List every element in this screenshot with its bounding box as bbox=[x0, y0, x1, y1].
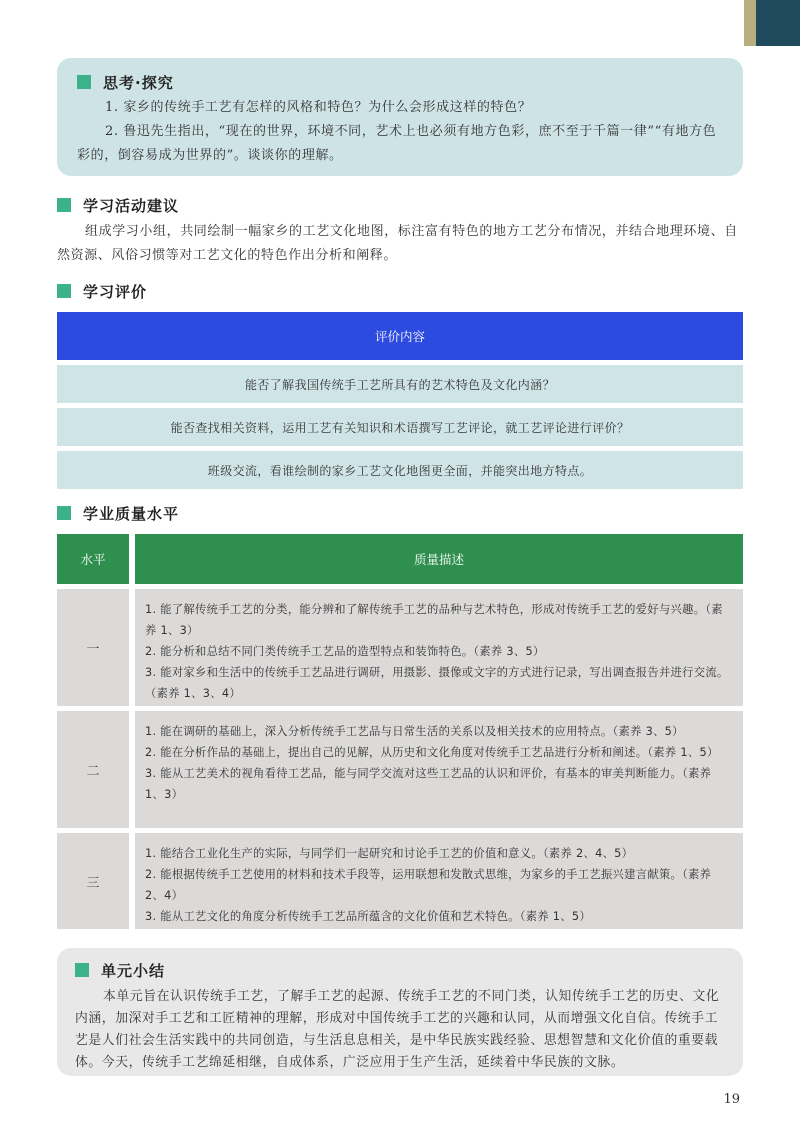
quality-title: 学业质量水平 bbox=[83, 504, 180, 523]
section-marker-icon bbox=[77, 75, 91, 89]
quality-row bbox=[57, 711, 743, 828]
page-number: 19 bbox=[723, 1092, 740, 1107]
quality-item: 3. 能从工艺文化的角度分析传统手工艺品所蕴含的文化价值和艺术特色。（素养 1、5） bbox=[145, 910, 591, 923]
quality-item: 3. 能对家乡和生活中的传统手工艺品进行调研，用摄影、摄像或文字的方式进行记录，写出调查报告并进行交流。（素养 1、3、4） bbox=[145, 666, 729, 700]
quality-item: 1. 能了解传统手工艺的分类，能分辨和了解传统手工艺的品种与艺术特色，形成对传统手工艺的爱好与兴趣。（素养 1、3） bbox=[145, 603, 723, 637]
evaluation-table bbox=[57, 312, 743, 489]
summary-text: 本单元旨在认识传统手工艺，了解手工艺的起源、传统手工艺的不同门类，认知传统手工艺的历史、文化内涵，加深对手工艺和工匠精神的理解，形成对中国传统手工艺的兴趣和认同，从而增强文化自信。传统手工艺是人们社会生活实践中的共同创造，与生活息息相关，是中华民族实践经验、思想智慧和文化价值的重要载体。今天，传统手工艺绵延相继，自成体系，广泛应用于生产生活，延续着中华民族的文脉。 bbox=[75, 989, 720, 1070]
evaluation-row: 班级交流，看谁绘制的家乡工艺文化地图更全面，并能突出地方特点。 bbox=[57, 451, 743, 489]
column-header-description: 质量描述 bbox=[135, 534, 743, 584]
quality-row bbox=[57, 833, 743, 929]
quality-item: 2. 能在分析作品的基础上，提出自己的见解，从历史和文化角度对传统手工艺品进行分析和阐述。（素养 1、5） bbox=[145, 746, 719, 759]
quality-description bbox=[135, 589, 743, 706]
think-explore-box bbox=[57, 58, 743, 176]
corner-teal-block bbox=[756, 0, 800, 46]
evaluation-heading bbox=[57, 279, 147, 303]
evaluation-title: 学习评价 bbox=[83, 282, 148, 301]
activity-title: 学习活动建议 bbox=[83, 196, 180, 215]
section-marker-icon bbox=[57, 506, 71, 520]
unit-summary-box bbox=[57, 948, 743, 1076]
evaluation-row: 能否查找相关资料，运用工艺有关知识和术语撰写工艺评论，就工艺评论进行评价？ bbox=[57, 408, 743, 446]
think-question-2: 2. 鲁迅先生指出，“现在的世界，环境不同，艺术上也必须有地方色彩，庶不至于千篇一律”“有地方色彩的，倒容易成为世界的”。谈谈你的理解。 bbox=[77, 124, 717, 163]
quality-row bbox=[57, 589, 743, 706]
summary-title: 单元小结 bbox=[101, 961, 166, 980]
quality-item: 2. 能分析和总结不同门类传统手工艺品的造型特点和装饰特色。（素养 3、5） bbox=[145, 645, 545, 658]
think-heading bbox=[77, 70, 723, 94]
corner-tan-strip bbox=[744, 0, 756, 46]
quality-level: 一 bbox=[57, 589, 129, 706]
think-question-1: 1. 家乡的传统手工艺有怎样的风格和特色？为什么会形成这样的特色？ bbox=[105, 100, 532, 115]
quality-description bbox=[135, 833, 743, 929]
quality-item: 1. 能结合工业化生产的实际，与同学们一起研究和讨论手工艺的价值和意义。（素养 2、4、5） bbox=[145, 847, 634, 860]
summary-heading bbox=[75, 958, 725, 982]
quality-level: 三 bbox=[57, 833, 129, 929]
quality-description bbox=[135, 711, 743, 828]
quality-table-header bbox=[57, 534, 743, 584]
quality-item: 1. 能在调研的基础上，深入分析传统手工艺品与日常生活的关系以及相关技术的应用特点。（素养 3、5） bbox=[145, 725, 684, 738]
quality-item: 2. 能根据传统手工艺使用的材料和技术手段等，运用联想和发散式思维，为家乡的手工艺振兴建言献策。（素养 2、4） bbox=[145, 868, 712, 902]
column-header-level: 水平 bbox=[57, 534, 129, 584]
evaluation-table-header: 评价内容 bbox=[57, 312, 743, 360]
section-marker-icon bbox=[75, 963, 89, 977]
quality-heading bbox=[57, 501, 179, 525]
think-title: 思考·探究 bbox=[103, 73, 174, 92]
quality-level: 二 bbox=[57, 711, 129, 828]
activity-text: 组成学习小组，共同绘制一幅家乡的工艺文化地图，标注富有特色的地方工艺分布情况，并结合地理环境、自然资源、风俗习惯等对工艺文化的特色作出分析和阐释。 bbox=[57, 224, 738, 263]
evaluation-row: 能否了解我国传统手工艺所具有的艺术特色及文化内涵？ bbox=[57, 365, 743, 403]
activity-body bbox=[57, 220, 745, 268]
section-marker-icon bbox=[57, 198, 71, 212]
quality-table bbox=[57, 534, 743, 929]
section-marker-icon bbox=[57, 284, 71, 298]
activity-heading bbox=[57, 193, 179, 217]
quality-item: 3. 能从工艺美术的视角看待工艺品，能与同学交流对这些工艺品的认识和评价，有基本的审美判断能力。（素养 1、3） bbox=[145, 767, 712, 801]
